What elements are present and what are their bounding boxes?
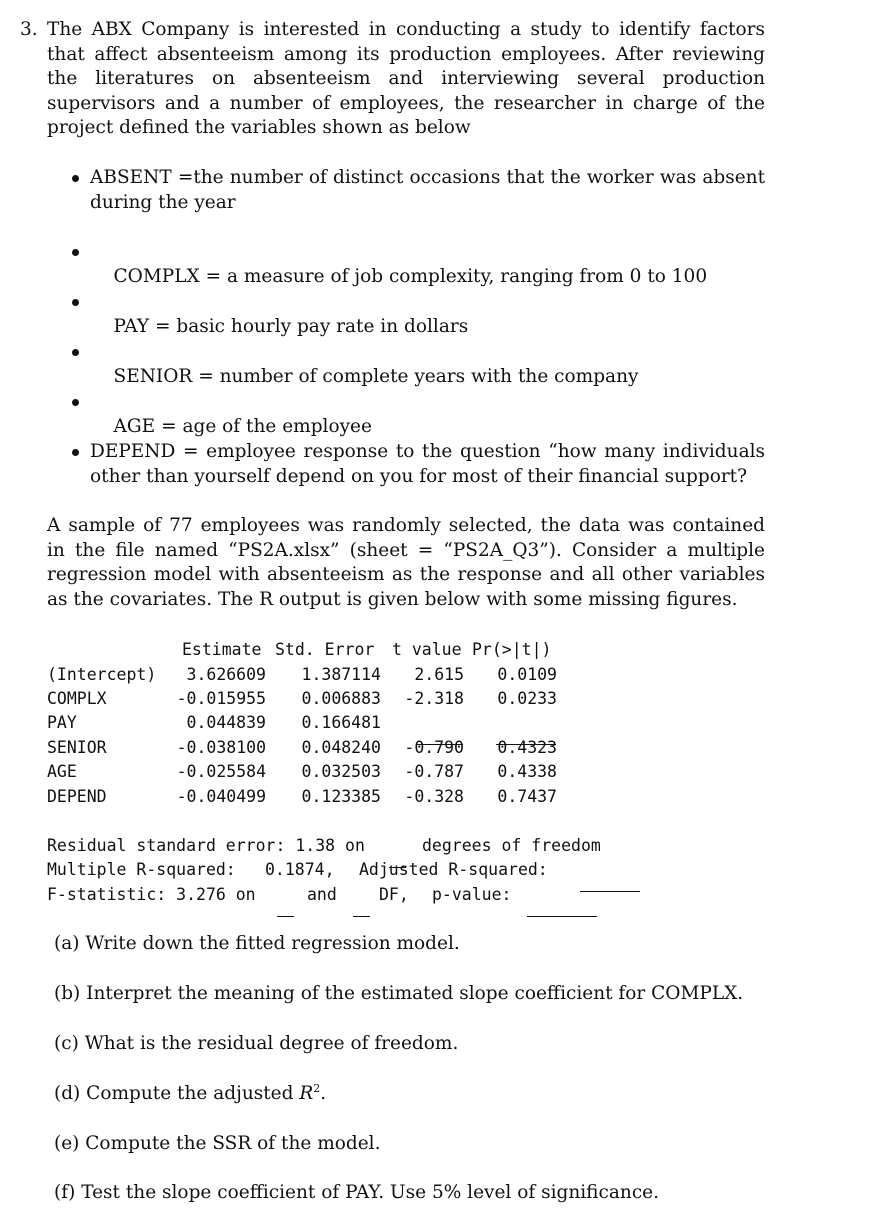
bullet-dot <box>72 399 79 406</box>
f-statistic-line: F-statistic: 3.276 on and DF, p-value: <box>47 883 747 907</box>
row-se: 0.166481 <box>301 713 381 732</box>
header-estimate: Estimate <box>182 640 262 659</box>
row-t: -0.328 <box>404 787 464 806</box>
variable-depend: DEPEND = employee response to the question “how many individuals other than yourself depend on you for most of their financial support? <box>90 441 766 487</box>
f-pvalue-blank <box>527 900 597 924</box>
sample-paragraph: A sample of 77 employees was randomly selected, the data was contained in the file named “PS2A.xlsx” (sheet = “PS2A_Q3”). Consider a multiple regression model with absenteeism as the response and all other variables as the covariates. The R output is given below with some missing figures. <box>47 515 765 610</box>
question-number: 3. <box>20 19 38 40</box>
residual-se-line: Residual standard error: 1.38 on degrees of freedom <box>47 834 747 858</box>
header-std-error: Std. Error <box>275 640 375 659</box>
row-se: 0.006883 <box>301 689 381 708</box>
row-term: COMPLX <box>47 689 107 708</box>
variable-pay: PAY = basic hourly pay rate in dollars <box>113 315 469 337</box>
row-estimate: 3.626609 <box>186 665 266 684</box>
bullet-dot <box>72 349 79 356</box>
part-a: (a) Write down the fitted regression model. <box>54 933 460 954</box>
bullet-dot <box>72 249 79 256</box>
table-header <box>47 638 567 662</box>
header-pr: Pr(>|t|) <box>472 640 552 659</box>
part-e: (e) Compute the SSR of the model. <box>54 1133 381 1154</box>
row-term: SENIOR <box>47 738 107 757</box>
row-se: 0.032503 <box>301 762 381 781</box>
part-c: (c) What is the residual degree of freedom. <box>54 1033 459 1054</box>
part-b: (b) Interpret the meaning of the estimated slope coefficient for COMPLX. <box>54 983 744 1004</box>
variable-senior: SENIOR = number of complete years with the company <box>113 365 639 387</box>
row-p: 0.4323 <box>497 738 557 757</box>
row-term: PAY <box>47 713 77 732</box>
row-t: 2.615 <box>414 665 464 684</box>
variable-age: AGE = age of the employee <box>113 415 372 437</box>
row-estimate: -0.015955 <box>176 689 266 708</box>
row-estimate: -0.038100 <box>176 738 266 757</box>
row-term: AGE <box>47 762 77 781</box>
part-d: (d) Compute the adjusted $R^2$. <box>54 1081 327 1104</box>
row-estimate: -0.025584 <box>176 762 266 781</box>
bullet-dot <box>72 175 79 182</box>
header-t-value: t value <box>392 640 462 659</box>
f-df2-blank <box>353 900 370 924</box>
row-t: -2.318 <box>404 689 464 708</box>
part-f: (f) Test the slope coefficient of PAY. Use 5% level of significance. <box>54 1182 660 1203</box>
table-row <box>47 736 567 760</box>
row-p: 0.7437 <box>497 787 557 806</box>
row-se: 0.048240 <box>301 738 381 757</box>
row-se: 1.387114 <box>301 665 381 684</box>
table-row <box>47 663 567 687</box>
table-row <box>47 687 567 711</box>
row-t: -0.790 <box>404 738 464 757</box>
bullet-dot <box>72 449 79 456</box>
table-row <box>47 785 567 809</box>
row-estimate: 0.044839 <box>186 713 266 732</box>
row-p: 0.0109 <box>497 665 557 684</box>
variable-absent: ABSENT =the number of distinct occasions that the worker was absent during the year <box>90 167 766 213</box>
r-squared-line: Multiple R-squared: 0.1874, Adjusted R-squared: <box>47 858 747 882</box>
table-row <box>47 711 567 735</box>
row-estimate: -0.040499 <box>176 787 266 806</box>
table-row <box>47 760 567 784</box>
row-p: 0.4338 <box>497 762 557 781</box>
row-se: 0.123385 <box>301 787 381 806</box>
row-p: 0.0233 <box>497 689 557 708</box>
row-term: DEPEND <box>47 787 107 806</box>
row-t: -0.787 <box>404 762 464 781</box>
variable-complx: COMPLX = a measure of job complexity, ranging from 0 to 100 <box>113 265 708 287</box>
bullet-dot <box>72 299 79 306</box>
f-df1-blank <box>277 900 294 924</box>
question-intro: The ABX Company is interested in conducting a study to identify factors that affect absenteeism among its production employees. After reviewing the literatures on absenteeism and interviewing several production supervisors and a number of employees, the researcher in charge of the project defined the variables shown as below <box>47 19 765 138</box>
row-term: (Intercept) <box>47 665 157 684</box>
